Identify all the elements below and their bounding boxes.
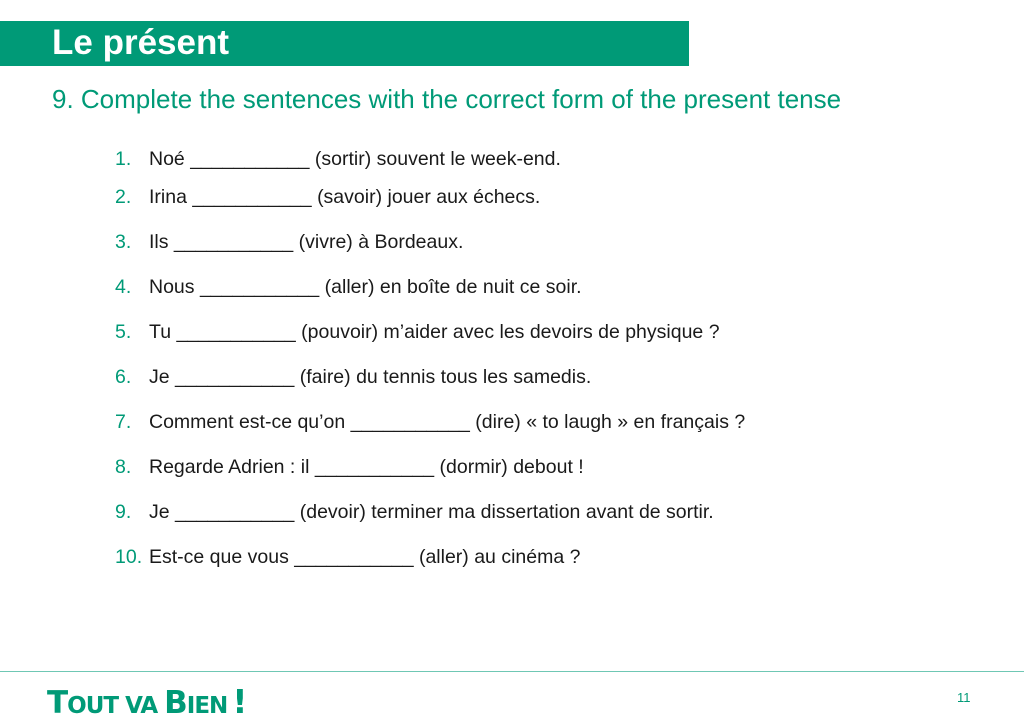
logo-letter: T [47, 685, 68, 721]
logo-letter: ! [232, 682, 247, 721]
list-item [115, 364, 591, 390]
item-number: 9. [115, 501, 132, 523]
logo-letter: VA [125, 693, 165, 719]
list-item [115, 499, 714, 525]
item-sentence: Tu ___________ (pouvoir) m’aider avec les devoirs de physique ? [149, 321, 720, 343]
footer-divider [0, 671, 1024, 672]
item-sentence: Est-ce que vous ___________ (aller) au cinéma ? [149, 546, 581, 568]
list-item [115, 544, 580, 570]
page-number: 11 [957, 690, 971, 705]
list-item [115, 229, 463, 255]
item-sentence: Noé ___________ (sortir) souvent le week-end. [149, 148, 561, 170]
brand-logo [47, 682, 246, 721]
item-sentence: Regarde Adrien : il ___________ (dormir) debout ! [149, 456, 584, 478]
exercise-instruction: 9. Complete the sentences with the correct form of the present tense [52, 84, 842, 114]
list-item [115, 409, 745, 435]
item-number: 2. [115, 186, 132, 208]
item-sentence: Comment est-ce qu’on ___________ (dire) « to laugh » en français ? [149, 411, 746, 433]
logo-letter: OUT [67, 693, 126, 719]
logo-letter: IEN [186, 693, 228, 719]
item-sentence: Je ___________ (devoir) terminer ma dissertation avant de sortir. [149, 501, 714, 523]
item-number: 1. [115, 148, 132, 170]
item-number: 4. [115, 276, 132, 298]
list-item [115, 274, 582, 300]
page-title: Le présent [52, 23, 229, 62]
list-item [115, 146, 561, 172]
list-item [115, 319, 720, 345]
item-number: 5. [115, 321, 132, 343]
item-sentence: Je ___________ (faire) du tennis tous les samedis. [149, 366, 592, 388]
logo-letter: B [164, 685, 187, 721]
item-number: 10. [115, 546, 143, 568]
item-sentence: Nous ___________ (aller) en boîte de nuit ce soir. [149, 276, 582, 298]
list-item [115, 454, 584, 480]
list-item [115, 184, 540, 210]
item-number: 7. [115, 411, 132, 433]
item-sentence: Irina ___________ (savoir) jouer aux échecs. [149, 186, 541, 208]
item-number: 3. [115, 231, 132, 253]
item-number: 6. [115, 366, 132, 388]
item-sentence: Ils ___________ (vivre) à Bordeaux. [149, 231, 464, 253]
item-number: 8. [115, 456, 132, 478]
